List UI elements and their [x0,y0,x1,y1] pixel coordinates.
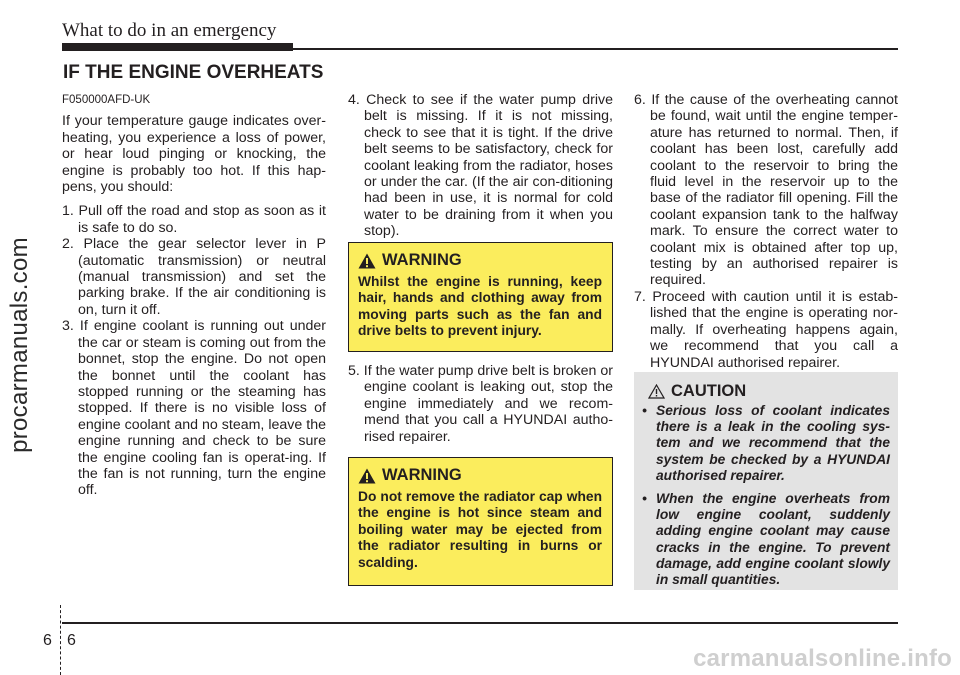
caution-triangle-icon [648,384,665,399]
column-right [634,92,898,371]
warning-header [358,466,602,485]
column-middle [348,92,613,252]
steps-list-continued [348,92,613,240]
step-2: 2. Place the gear selector lever in P (automatic transmission) or neutral (manual transmission) and set the parking brake. If the air conditioning is on, turn it off. [62,236,326,318]
caution-item-text: Serious loss of coolant indicates there is a leak in the cooling sys-tem and we recommend that the system be checked by a HYUNDAI authorised repairer. [656,403,890,483]
caution-item [642,403,890,484]
warning-box-radiator-cap [348,457,613,586]
caution-item-text: When the engine overheats from low engine coolant, suddenly adding engine coolant may cause cracks in the engine. To prevent damage, add engine coolant slowly in small quantities. [656,491,890,588]
warning-label: WARNING [382,466,462,484]
footer-divider [60,605,61,675]
step-6: 6. If the cause of the overheating cannot be found, wait until the engine temper-ature has returned to normal. Then, if coolant has been lost, carefully add coolant to the reservoir to bring the fluid level in the reservoir up to the base of the radiator fill opening. Fill the coolant expansion tank to the halfway mark. To ensure the correct water to coolant mix is obtained after top up, testing by an authorised repairer is required. [634,92,898,289]
side-watermark: procarmanuals.com [6,237,33,453]
bullet-icon: • [642,403,647,418]
section-title: IF THE ENGINE OVERHEATS [63,62,324,83]
intro-paragraph: If your temperature gauge indicates over-heating, you experience a loss of power, or hear loud pinging or knocking, the engine is probably too hot. If this hap-pens, you should: [62,113,326,196]
page-number-chapter: 6 [43,632,52,649]
warning-header [358,251,602,270]
caution-item [642,491,890,588]
page-number: 6 [67,632,76,649]
step-1: 1. Pull off the road and stop as soon as it is safe to do so. [62,203,326,236]
caution-label: CAUTION [671,382,747,400]
caution-header [648,382,890,401]
warning-box-moving-parts [348,242,613,352]
warning-label: WARNING [382,251,462,269]
header-rule [62,48,898,50]
warning-triangle-icon [358,468,376,484]
warning-triangle-icon [358,253,376,269]
footer-watermark: carmanualsonline.info [693,645,952,672]
section-code: F050000AFD-UK [62,94,151,106]
column-left [62,92,326,499]
warning-text: Do not remove the radiator cap when the engine is hot since steam and boiling water may be ejected from the radiator resulting in burns or scalding. [358,489,602,570]
steps-list-continued-2 [348,363,613,445]
step-4: 4. Check to see if the water pump drive belt is missing. If it is not missing, check to see that it is tight. If the drive belt seems to be satisfactory, check for coolant leaking from the radiator, hoses or under the car. (If the air con-ditioning had been in use, it is normal for cold water to be draining from it when you stop). [348,92,613,240]
caution-box [634,372,898,590]
bullet-icon: • [642,491,647,507]
caution-list [642,403,890,588]
footer-rule [62,622,898,624]
step-5: 5. If the water pump drive belt is broken or engine coolant is leaking out, stop the engine immediately and we recom-mend that you call a HYUNDAI autho-rised repairer. [348,363,613,445]
warning-text: Whilst the engine is running, keep hair, hands and clothing away from moving parts such as the fan and drive belts to prevent injury. [358,274,602,339]
step-3: 3. If engine coolant is running out under the car or steam is coming out from the bonnet, stop the engine. Do not open the bonnet until the coolant has stopped running or the steaming has stopped. If there is no visible loss of engine coolant and no steam, leave the engine running and check to be sure the engine cooling fan is operat-ing. If the fan is not running, turn the engine off. [62,318,326,499]
steps-list [62,203,326,498]
step-7: 7. Proceed with caution until it is estab-lished that the engine is operating nor-mally. If overheating happens again, we recommend that you call a HYUNDAI authorised repairer. [634,288,898,371]
steps-list-continued-3 [634,92,898,371]
chapter-title: What to do in an emergency [62,20,277,41]
column-middle-lower [348,363,613,445]
